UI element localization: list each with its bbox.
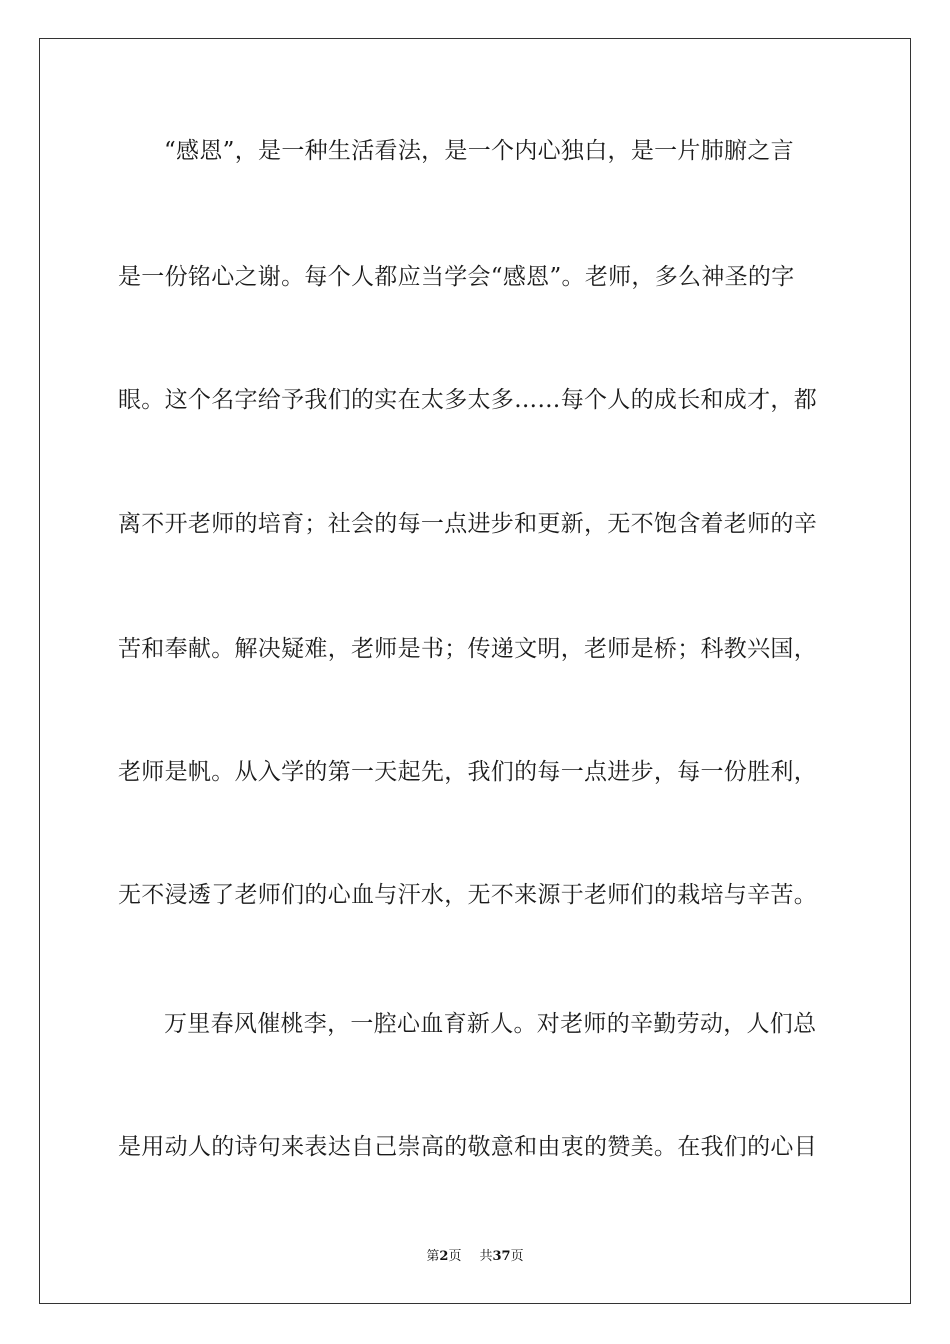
page-footer — [0, 1248, 950, 1266]
paragraph-1-line-7: 无不浸透了老师们的心血与汗水，无不来源于老师们的栽培与辛苦。 — [118, 882, 817, 908]
page-suffix: 页 — [448, 1249, 462, 1264]
paragraph-1-line-6: 老师是帆。从入学的第一天起先，我们的每一点进步，每一份胜利， — [118, 759, 817, 785]
paragraph-1-line-3: 眼。这个名字给予我们的实在太多太多……每个人的成长和成才，都 — [118, 387, 817, 413]
total-prefix: 共 — [479, 1249, 493, 1264]
paragraph-2-line-1: 万里春风催桃李，一腔心血育新人。对老师的辛勤劳动，人们总 — [164, 1011, 817, 1037]
page-prefix: 第 — [426, 1249, 440, 1264]
paragraph-2-line-2: 是用动人的诗句来表达自己崇高的敬意和由衷的赞美。在我们的心目 — [118, 1134, 817, 1160]
paragraph-1-line-2: 是一份铭心之谢。每个人都应当学会“感恩”。老师，多么神圣的字 — [118, 264, 795, 290]
total-suffix: 页 — [510, 1249, 524, 1264]
paragraph-1-line-4: 离不开老师的培育；社会的每一点进步和更新，无不饱含着老师的辛 — [118, 511, 817, 537]
page-border — [39, 38, 911, 1304]
page-number: 2 — [439, 1249, 449, 1264]
paragraph-1-line-1: “感恩”，是一种生活看法，是一个内心独白，是一片肺腑之言 — [164, 138, 794, 164]
paragraph-1-line-5: 苦和奉献。解决疑难，老师是书；传递文明，老师是桥；科教兴国， — [118, 636, 817, 662]
total-pages: 37 — [492, 1249, 511, 1264]
